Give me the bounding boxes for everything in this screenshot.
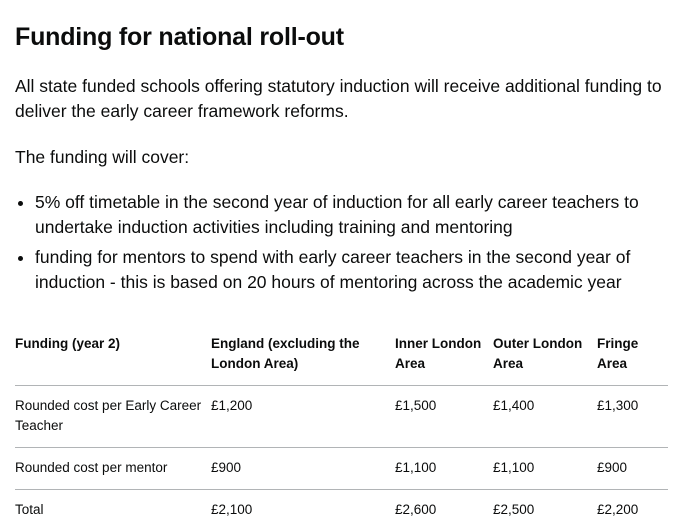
row-label: Total: [15, 490, 211, 531]
funding-cover-list: [15, 190, 675, 295]
column-header-inner-london: Inner London Area: [395, 324, 493, 386]
page-heading: Funding for national roll-out: [15, 0, 675, 52]
table-cell: £1,200: [211, 386, 395, 448]
funding-table: [15, 324, 668, 531]
table-cell: £2,200: [597, 490, 668, 531]
list-item: • 5% off timetable in the second year of induction for all early career teachers to undertake induction activities including training and mentoring: [35, 190, 675, 240]
column-header-fringe: Fringe Area: [597, 324, 668, 386]
funding-cover-lead: The funding will cover:: [15, 145, 675, 170]
table-cell: £2,100: [211, 490, 395, 531]
table-cell: £1,100: [395, 448, 493, 490]
intro-paragraph: All state funded schools offering statutory induction will receive additional funding to deliver the early career framework reforms.: [15, 74, 675, 124]
column-header-funding: Funding (year 2): [15, 324, 211, 386]
table-cell: £1,300: [597, 386, 668, 448]
table-row: [15, 490, 668, 531]
table-cell: £900: [211, 448, 395, 490]
table-row: [15, 448, 668, 490]
table-cell: £1,500: [395, 386, 493, 448]
column-header-outer-london: Outer London Area: [493, 324, 597, 386]
table-cell: £900: [597, 448, 668, 490]
table-cell: £2,500: [493, 490, 597, 531]
row-label: Rounded cost per Early Career Teacher: [15, 386, 211, 448]
list-item: • funding for mentors to spend with early career teachers in the second year of induction - this is based on 20 hours of mentoring across the academic year: [35, 245, 675, 295]
table-header-row: [15, 324, 668, 386]
table-cell: £2,600: [395, 490, 493, 531]
table-cell: £1,400: [493, 386, 597, 448]
row-label: Rounded cost per mentor: [15, 448, 211, 490]
page-content: [15, 0, 675, 300]
table-cell: £1,100: [493, 448, 597, 490]
column-header-england: England (excluding the London Area): [211, 324, 395, 386]
table-row: [15, 386, 668, 448]
